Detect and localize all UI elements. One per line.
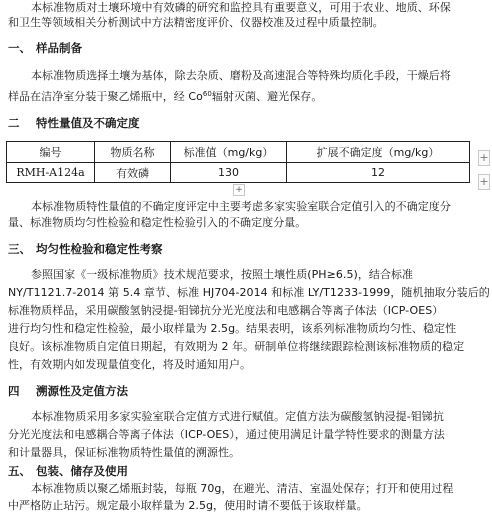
section-title: 包装、储存及使用: [36, 464, 128, 478]
section-title: 均匀性检验和稳定性考察: [36, 242, 163, 256]
section-heading-homogeneity: [8, 242, 163, 257]
homogeneity-line-3: 标准物质样品，采用碳酸氢钠浸提-钼锑抗分光光度法和电感耦合等离子体法（ICP-OES）: [8, 304, 444, 317]
section-title: 样品制备: [36, 41, 82, 55]
prep-line-2-text: 样品在洁净室分装于聚乙烯瓶中，经 Co: [8, 90, 203, 103]
cell-uncertainty: 12: [287, 163, 470, 183]
packaging-line-1: 本标准物质以聚乙烯瓶封装，每瓶 70g，在避光、清洁、室温处保存；打开和使用过程: [31, 482, 454, 495]
table-row: [7, 163, 470, 183]
header-cell-uncertainty: 扩展不确定度（mg/kg）: [287, 142, 470, 163]
prep-line-2: [8, 87, 322, 104]
homogeneity-line-5: 良好。该标准物质自定值日期起，有效期为 2 年。研制单位将继续跟踪检测该标准物质的稳定: [8, 340, 465, 353]
homogeneity-line-2: NY/T1121.7-2014 第 5.4 章节、标准 HJ704-2014 和标准 LY/T1233-1999，随机抽取分装后的: [8, 286, 490, 299]
header-cell-name: 物质名称: [95, 142, 171, 163]
homogeneity-line-1: 参照国家《一级标准物质》技术规范要求，按照土壤性质(PH≥6.5)，结合标准: [31, 268, 414, 281]
section-title: 溯源性及定值方法: [36, 384, 128, 398]
uncertainty-line-1: 本标准物质特性量值的不确定度评定中主要考虑多家实验室联合定值引入的不确定度分: [31, 200, 451, 213]
intro-line-2: 和卫生等领域相关分析测试中方法精密度评价、仪器校准及过程中质量控制。: [8, 16, 384, 29]
section-number: 二: [8, 116, 20, 130]
traceability-line-3: 和计量器具，保证标准物质特性量值的溯源性。: [8, 446, 241, 459]
property-value-table: [6, 141, 470, 183]
section-heading-packaging: [8, 464, 128, 479]
traceability-line-2: 分光光度法和电感耦合等离子体法（ICP-OES），通过使用满足计量学特性要求的测量方法: [8, 428, 445, 441]
section-heading-values: [8, 116, 140, 131]
section-heading-traceability: [8, 384, 128, 399]
add-row-button[interactable]: +: [479, 151, 489, 164]
section-number: 四: [8, 384, 20, 398]
packaging-line-2: 中严格防止玷污。规定最小取样量为 2.5g，使用时请不要低于该取样量。: [8, 499, 368, 512]
section-title: 特性量值及不确定度: [36, 116, 140, 130]
cell-id: RMH-A124a: [7, 163, 95, 183]
uncertainty-line-2: 量、标准物质均匀性检验和稳定性检验引入的不确定度分量。: [8, 216, 307, 229]
section-number: 五、: [8, 464, 31, 478]
cell-value: 130: [171, 163, 287, 183]
header-cell-id: 编号: [7, 142, 95, 163]
section-number: 一、: [8, 41, 31, 55]
intro-line-1: 本标准物质对土壤环境中有效磷的研究和监控具有重要意义，可用于农业、地质、环保: [31, 1, 451, 14]
table-resize-handle[interactable]: +: [233, 184, 245, 196]
isotope-superscript: 60: [202, 90, 212, 98]
prep-line-1: 本标准物质选择土壤为基体，除去杂质、磨粉及高速混合等特殊均质化手段，干燥后将: [31, 69, 451, 82]
add-column-button[interactable]: +: [479, 175, 489, 188]
section-heading-prep: [8, 41, 82, 56]
homogeneity-line-6: 性，有效期内如发现量值变化，将及时通知用户。: [8, 358, 252, 371]
homogeneity-line-4: 进行均匀性和稳定性检验，最小取样量为 2.5g。结果表明，该系列标准物质均匀性、稳定性: [8, 322, 457, 335]
cell-name: 有效磷: [95, 163, 171, 183]
header-cell-value: 标准值（mg/kg）: [171, 142, 287, 163]
section-number: 三、: [8, 242, 31, 256]
table-header-row: [7, 142, 470, 163]
prep-line-2-tail: 辐射灭菌、避光保存。: [211, 90, 323, 103]
traceability-line-1: 本标准物质采用多家实验室联合定值方式进行赋值。定值方法为碳酸氢钠浸提-钼锑抗: [31, 410, 444, 423]
